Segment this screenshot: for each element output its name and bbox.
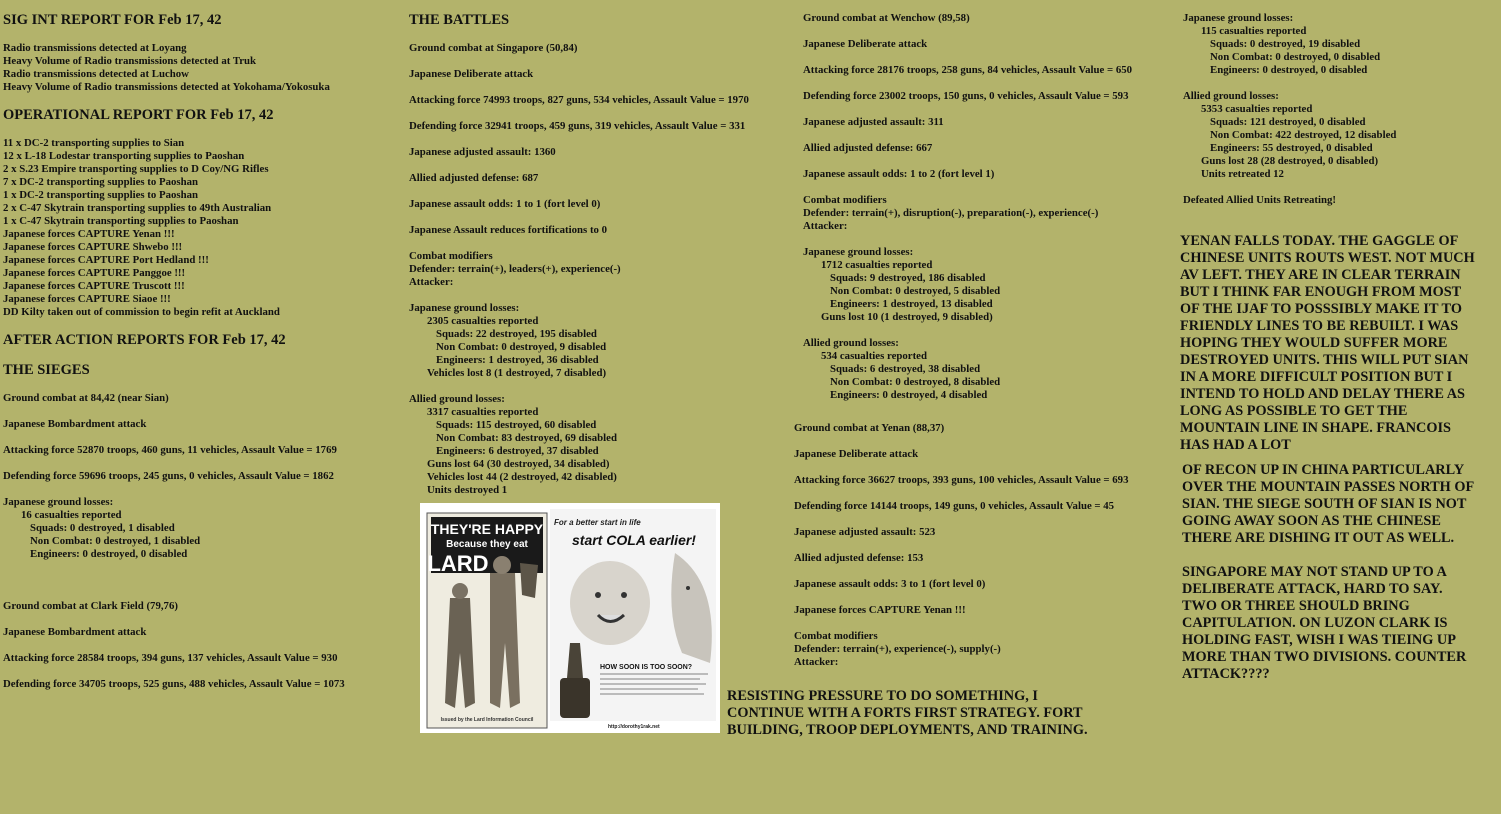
report-line: Non Combat: 0 destroyed, 5 disabled <box>830 285 1001 297</box>
report-line: Japanese forces CAPTURE Shwebo !!! <box>3 241 183 253</box>
spacer <box>803 103 1183 116</box>
lard-ad-headline-3: LARD <box>427 551 489 576</box>
commentary-line: SINGAPORE MAY NOT STAND UP TO A <box>1182 564 1447 580</box>
spacer <box>803 233 1183 246</box>
commentary-line: FRIENDLY LINES TO BE REBUILT. I WAS <box>1180 318 1459 334</box>
report-line: Guns lost 10 (1 destroyed, 9 disabled) <box>821 311 993 323</box>
report-line: Guns lost 64 (30 destroyed, 34 disabled) <box>427 458 610 470</box>
spacer <box>794 461 1184 474</box>
report-line: Attacking force 28176 troops, 258 guns, 84 vehicles, Assault Value = 650 <box>803 64 1133 76</box>
commentary-line: LONG AS POSSIBLE TO GET THE <box>1180 403 1408 419</box>
report-line: Japanese ground losses: <box>803 246 914 258</box>
spacer <box>1183 181 1493 194</box>
commentary-line: TWO OR THREE SHOULD BRING <box>1182 598 1410 614</box>
report-line: Combat modifiers <box>409 250 493 262</box>
report-line: Japanese assault odds: 1 to 2 (fort level 1) <box>803 168 995 180</box>
report-line: Allied ground losses: <box>409 393 505 405</box>
report-line: Japanese Assault reduces fortifications to 0 <box>409 224 608 236</box>
lard-ad-headline-1: THEY'RE HAPPY <box>430 521 544 537</box>
report-line: Radio transmissions detected at Luchow <box>3 68 189 80</box>
spacer <box>409 159 809 172</box>
report-line: Vehicles lost 8 (1 destroyed, 7 disabled) <box>427 367 607 379</box>
report-line: Japanese adjusted assault: 523 <box>794 526 936 538</box>
spacer <box>409 29 809 42</box>
report-line: Japanese ground losses: <box>1183 12 1294 24</box>
spacer <box>409 185 809 198</box>
report-line: Defending force 59696 troops, 245 guns, 0 vehicles, Assault Value = 1862 <box>3 470 334 482</box>
report-line: Japanese Bombardment attack <box>3 418 147 430</box>
report-line: 16 casualties reported <box>21 509 122 521</box>
report-line: Engineers: 0 destroyed, 0 disabled <box>1210 64 1368 76</box>
commentary-line: OF RECON UP IN CHINA PARTICULARLY <box>1182 462 1465 478</box>
spacer <box>409 55 809 68</box>
report-line: Vehicles lost 44 (2 destroyed, 42 disabled) <box>427 471 617 483</box>
report-line: Ground combat at Wenchow (89,58) <box>803 12 970 24</box>
col-battle-yenan <box>794 422 1184 669</box>
report-line: 11 x DC-2 transporting supplies to Sian <box>3 137 185 149</box>
commentary-line: DELIBERATE ATTACK, HARD TO SAY. <box>1182 581 1443 597</box>
report-line: 2305 casualties reported <box>427 315 539 327</box>
spacer <box>3 431 403 444</box>
col-yenan-losses <box>1183 12 1493 207</box>
report-line: 1 x DC-2 transporting supplies to Paoshan <box>3 189 198 201</box>
report-line: Japanese Bombardment attack <box>3 626 147 638</box>
spacer <box>803 77 1183 90</box>
spacer <box>3 613 403 626</box>
report-line: Japanese forces CAPTURE Truscott !!! <box>3 280 185 292</box>
commentary-forts-strategy <box>727 688 1147 739</box>
report-line: Japanese ground losses: <box>409 302 520 314</box>
spacer <box>3 483 403 496</box>
report-line: Non Combat: 422 destroyed, 12 disabled <box>1210 129 1397 141</box>
report-line: Defender: terrain(+), leaders(+), experience(-) <box>409 263 621 275</box>
report-heading: THE BATTLES <box>409 12 510 28</box>
report-line: Non Combat: 83 destroyed, 69 disabled <box>436 432 617 444</box>
report-line: Japanese adjusted assault: 1360 <box>409 146 556 158</box>
spacer <box>409 289 809 302</box>
report-line: Japanese forces CAPTURE Port Hedland !!! <box>3 254 209 266</box>
report-line: Japanese Deliberate attack <box>409 68 534 80</box>
commentary-line: BUT I THINK FAR ENOUGH FROM MOST <box>1180 284 1462 300</box>
report-line: Engineers: 55 destroyed, 0 disabled <box>1210 142 1373 154</box>
report-line: Attacking force 52870 troops, 460 guns, 11 vehicles, Assault Value = 1769 <box>3 444 337 456</box>
commentary-line: HOLDING FAST, WISH I WAS TIEING UP <box>1182 632 1456 648</box>
spacer <box>1183 77 1493 90</box>
report-line: Japanese forces CAPTURE Yenan !!! <box>794 604 966 616</box>
spacer <box>803 51 1183 64</box>
report-heading: OPERATIONAL REPORT FOR Feb 17, 42 <box>3 107 274 123</box>
commentary-line: HOPING THEY WOULD SUFFER MORE <box>1180 335 1448 351</box>
report-line: Ground combat at Clark Field (79,76) <box>3 600 178 612</box>
report-line: Defending force 23002 troops, 150 guns, 0 vehicles, Assault Value = 593 <box>803 90 1129 102</box>
report-line: Allied adjusted defense: 153 <box>794 552 924 564</box>
spacer <box>794 591 1184 604</box>
report-line: 5353 casualties reported <box>1201 103 1313 115</box>
report-line: Defender: terrain(+), experience(-), supply(-) <box>794 643 1001 655</box>
report-line: Defender: terrain(+), disruption(-), preparation(-), experience(-) <box>803 207 1099 219</box>
cola-ad-headline: start COLA earlier! <box>572 532 696 548</box>
spacer <box>409 133 809 146</box>
report-line: Guns lost 28 (28 destroyed, 0 disabled) <box>1201 155 1379 167</box>
report-line: 115 casualties reported <box>1201 25 1307 37</box>
report-line: Combat modifiers <box>794 630 878 642</box>
report-line: Japanese forces CAPTURE Panggoe !!! <box>3 267 186 279</box>
spacer <box>409 211 809 224</box>
spacer <box>3 405 403 418</box>
commentary-line: DESTROYED UNITS. THIS WILL PUT SIAN <box>1180 352 1469 368</box>
commentary-line: OF THE IJAF TO POSSSIBLY MAKE IT TO <box>1180 301 1462 317</box>
spacer <box>803 129 1183 142</box>
commentary-line: YENAN FALLS TODAY. THE GAGGLE OF <box>1180 233 1459 249</box>
report-line: 7 x DC-2 transporting supplies to Paoshan <box>3 176 198 188</box>
commentary-recon-singapore <box>1182 462 1500 683</box>
spacer <box>3 639 403 652</box>
commentary-line: CAPITULATION. ON LUZON CLARK IS <box>1182 615 1448 631</box>
report-line: Allied ground losses: <box>803 337 899 349</box>
report-line: Non Combat: 0 destroyed, 0 disabled <box>1210 51 1381 63</box>
commentary-line: BUILDING, TROOP DEPLOYMENTS, AND TRAINING. <box>727 722 1088 738</box>
report-line: Attacking force 28584 troops, 394 guns, 137 vehicles, Assault Value = 930 <box>3 652 338 664</box>
spacer <box>409 380 809 393</box>
image-url: http://dorothy1rak.net <box>608 724 660 730</box>
spacer <box>3 379 403 392</box>
col-battle-wenchow <box>803 12 1183 402</box>
report-line: 2 x C-47 Skytrain transporting supplies to 49th Australian <box>3 202 272 214</box>
spacer <box>803 155 1183 168</box>
cola-ad-question: HOW SOON IS TOO SOON? <box>600 664 693 671</box>
report-line: 1712 casualties reported <box>821 259 933 271</box>
spacer <box>3 319 403 332</box>
col-sigint-ops-sieges <box>3 12 403 691</box>
spacer <box>3 29 403 42</box>
spacer <box>803 181 1183 194</box>
commentary-line: MOUNTAIN LINE IN SHAPE. FRANCOIS <box>1180 420 1452 436</box>
report-line: 3317 casualties reported <box>427 406 539 418</box>
report-line: Attacking force 36627 troops, 393 guns, 100 vehicles, Assault Value = 693 <box>794 474 1129 486</box>
report-line: Defending force 14144 troops, 149 guns, 0 vehicles, Assault Value = 45 <box>794 500 1115 512</box>
report-line: Squads: 115 destroyed, 60 disabled <box>436 419 597 431</box>
spacer <box>409 81 809 94</box>
commentary-line: CHINESE UNITS ROUTS WEST. NOT MUCH <box>1180 250 1475 266</box>
report-line: Units destroyed 1 <box>427 484 508 496</box>
lard-ad-headline-2: Because they eat <box>446 539 528 550</box>
commentary-line: THERE ARE DISHING IT OUT AS WELL. <box>1182 530 1455 546</box>
report-line: Japanese assault odds: 3 to 1 (fort level 0) <box>794 578 986 590</box>
cola-ad-tagline: For a better start in life <box>554 518 641 527</box>
report-line: Squads: 0 destroyed, 1 disabled <box>30 522 175 534</box>
report-line: Radio transmissions detected at Loyang <box>3 42 187 54</box>
spacer <box>794 513 1184 526</box>
spacer <box>3 587 403 600</box>
commentary-line: HAS HAD A LOT <box>1180 437 1291 453</box>
report-line: Squads: 22 destroyed, 195 disabled <box>436 328 597 340</box>
commentary-line: ATTACK???? <box>1182 666 1270 682</box>
commentary-line: SIAN. THE SIEGE SOUTH OF SIAN IS NOT <box>1182 496 1467 512</box>
report-line: Allied ground losses: <box>1183 90 1279 102</box>
report-line: Attacker: <box>794 656 839 668</box>
report-heading: SIG INT REPORT FOR Feb 17, 42 <box>3 12 222 28</box>
commentary-line: AV LEFT. THEY ARE IN CLEAR TERRAIN <box>1180 267 1461 283</box>
report-line: Ground combat at Yenan (88,37) <box>794 422 945 434</box>
report-line: 2 x S.23 Empire transporting supplies to D Coy/NG Rifles <box>3 163 269 175</box>
report-line: 12 x L-18 Lodestar transporting supplies to Paoshan <box>3 150 245 162</box>
commentary-yenan <box>1180 233 1500 454</box>
spacer <box>803 324 1183 337</box>
spacer <box>3 457 403 470</box>
spacer <box>794 617 1184 630</box>
spacer <box>794 565 1184 578</box>
spacer <box>409 237 809 250</box>
report-line: Engineers: 1 destroyed, 36 disabled <box>436 354 599 366</box>
report-line: Japanese forces CAPTURE Siaoe !!! <box>3 293 171 305</box>
report-line: Engineers: 6 destroyed, 37 disabled <box>436 445 599 457</box>
report-line: Allied adjusted defense: 687 <box>409 172 539 184</box>
spacer <box>794 539 1184 552</box>
vintage-ads-image <box>420 503 720 733</box>
commentary-line <box>1182 547 1500 564</box>
report-line: Squads: 0 destroyed, 19 disabled <box>1210 38 1361 50</box>
commentary-line: OVER THE MOUNTAIN PASSES NORTH OF <box>1182 479 1475 495</box>
report-line: 534 casualties reported <box>821 350 927 362</box>
report-line: Non Combat: 0 destroyed, 1 disabled <box>30 535 201 547</box>
report-line: Squads: 6 destroyed, 38 disabled <box>830 363 981 375</box>
commentary-line: GOING AWAY SOON AS THE CHINESE <box>1182 513 1441 529</box>
col-battles-singapore <box>409 12 809 497</box>
report-line: Japanese ground losses: <box>3 496 114 508</box>
spacer <box>3 349 403 362</box>
report-line: Allied adjusted defense: 667 <box>803 142 933 154</box>
commentary-line: RESISTING PRESSURE TO DO SOMETHING, I <box>727 688 1038 704</box>
report-heading: THE SIEGES <box>3 362 90 378</box>
commentary-line: IN A MORE DIFFICULT POSITION BUT I <box>1180 369 1453 385</box>
report-line: Engineers: 0 destroyed, 4 disabled <box>830 389 988 401</box>
lard-ad-footer: Issued by the Lard Information Council <box>440 717 534 723</box>
report-line: Attacking force 74993 troops, 827 guns, 534 vehicles, Assault Value = 1970 <box>409 94 749 106</box>
report-line: Japanese assault odds: 1 to 1 (fort level 0) <box>409 198 601 210</box>
report-line: Japanese Deliberate attack <box>794 448 919 460</box>
spacer <box>794 487 1184 500</box>
spacer <box>409 107 809 120</box>
commentary-line: MORE THAN TWO DIVISIONS. COUNTER <box>1182 649 1467 665</box>
report-line: Attacker: <box>803 220 848 232</box>
report-line: Heavy Volume of Radio transmissions detected at Yokohama/Yokosuka <box>3 81 330 93</box>
report-line: Combat modifiers <box>803 194 887 206</box>
spacer <box>794 435 1184 448</box>
report-line: Japanese Deliberate attack <box>803 38 928 50</box>
report-line: Japanese forces CAPTURE Yenan !!! <box>3 228 175 240</box>
report-line: Japanese adjusted assault: 311 <box>803 116 944 128</box>
report-line: Squads: 121 destroyed, 0 disabled <box>1210 116 1366 128</box>
report-line: Engineers: 0 destroyed, 0 disabled <box>30 548 188 560</box>
report-line: Ground combat at 84,42 (near Sian) <box>3 392 169 404</box>
report-line: Squads: 9 destroyed, 186 disabled <box>830 272 986 284</box>
report-line: Defending force 32941 troops, 459 guns, 319 vehicles, Assault Value = 331 <box>409 120 746 132</box>
commentary-line: CONTINUE WITH A FORTS FIRST STRATEGY. FORT <box>727 705 1083 721</box>
report-line: Defending force 34705 troops, 525 guns, 488 vehicles, Assault Value = 1073 <box>3 678 345 690</box>
spacer <box>3 561 403 587</box>
report-line: Engineers: 1 destroyed, 13 disabled <box>830 298 993 310</box>
report-heading: AFTER ACTION REPORTS FOR Feb 17, 42 <box>3 332 286 348</box>
report-line: Heavy Volume of Radio transmissions detected at Truk <box>3 55 257 67</box>
spacer <box>3 665 403 678</box>
report-line: DD Kilty taken out of commission to begin refit at Auckland <box>3 306 280 318</box>
report-line: Attacker: <box>409 276 454 288</box>
spacer <box>3 124 403 137</box>
report-line: 1 x C-47 Skytrain transporting supplies to Paoshan <box>3 215 239 227</box>
report-line: Defeated Allied Units Retreating! <box>1183 194 1337 206</box>
report-line: Ground combat at Singapore (50,84) <box>409 42 578 54</box>
report-line: Non Combat: 0 destroyed, 9 disabled <box>436 341 607 353</box>
report-line: Units retreated 12 <box>1201 168 1284 180</box>
report-line: Non Combat: 0 destroyed, 8 disabled <box>830 376 1001 388</box>
commentary-line: INTEND TO HOLD AND DELAY THERE AS <box>1180 386 1465 402</box>
spacer <box>803 25 1183 38</box>
spacer <box>3 94 403 107</box>
